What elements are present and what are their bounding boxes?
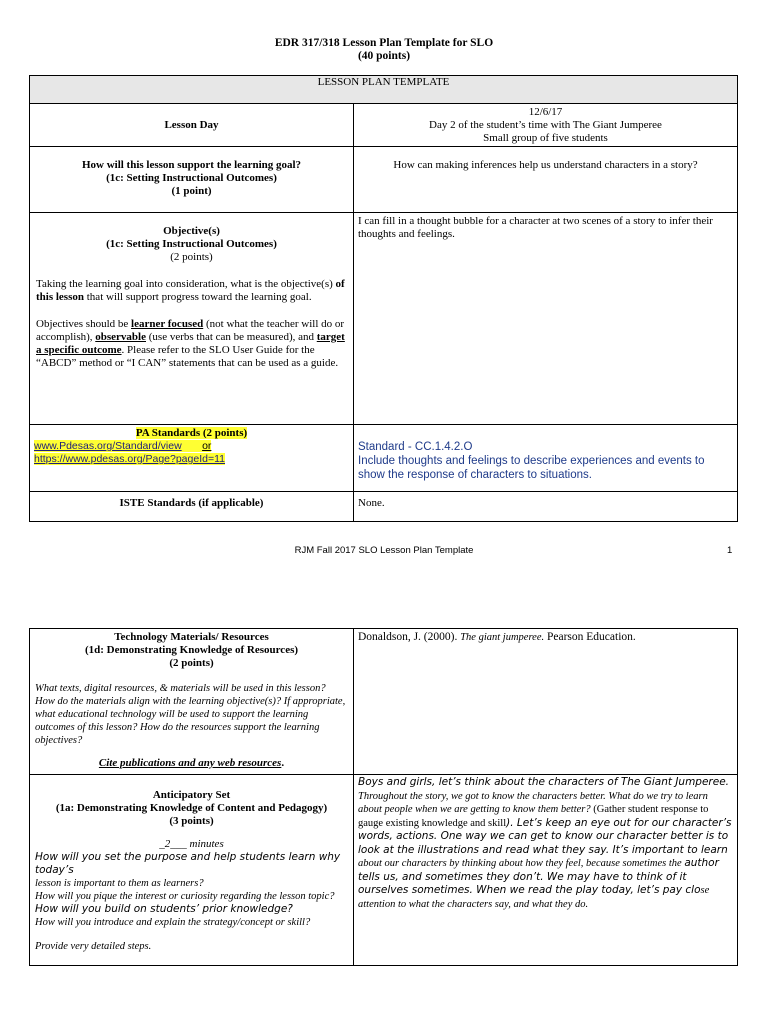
answer-part: (Gather student response to gauge existing knowledge and skill <box>358 804 709 829</box>
objectives-points: (2 points) <box>170 251 213 263</box>
objectives-answer: I can fill in a thought bubble for a character at two scenes of a story to infer their thoughts and feelings. <box>354 213 738 425</box>
anticipatory-minutes: _2___ minutes <box>159 838 224 850</box>
anticipatory-q1b: lesson is important to them as learners? <box>35 878 204 889</box>
page-number: 1 <box>727 545 733 556</box>
anticipatory-prompt <box>30 775 354 966</box>
text: that will support progress toward the learning goal. <box>84 291 312 303</box>
objectives-sub: (1c: Setting Instructional Outcomes) <box>106 238 277 250</box>
table-heading: LESSON PLAN TEMPLATE <box>30 76 738 104</box>
iste-row <box>30 492 738 522</box>
learning-goal-q: How will this lesson support the learning goal? <box>81 159 302 171</box>
objectives-para-1 <box>36 278 347 304</box>
text: (use verbs that can be measured), and <box>146 331 317 343</box>
pa-standard-code: Standard - CC.1.4.2.O <box>358 441 473 453</box>
text: (not what the teacher will do or accomplish), <box>36 318 345 343</box>
learning-goal-question <box>30 147 354 213</box>
pa-or: or <box>202 440 212 452</box>
lesson-day-label: Lesson Day <box>30 104 354 147</box>
technology-row <box>30 629 738 775</box>
learning-goal-sub: (1c: Setting Instructional Outcomes) <box>106 172 277 184</box>
text: Objectives should be <box>36 318 132 330</box>
cite-text: Cite publications and any web resources <box>98 757 282 769</box>
pa-link-highlight <box>34 440 211 452</box>
anticipatory-points: (3 points) <box>169 815 214 827</box>
answer-part: se attention to what the characters say, and what they do. <box>358 885 710 910</box>
iste-label: ISTE Standards (if applicable) <box>30 492 354 522</box>
text: . Please refer to the SLO User Guide for the “ABCD” method or “I CAN” statements that can be used as a guide. <box>36 344 339 369</box>
pa-standards-row <box>30 425 738 492</box>
text-bold: observable <box>95 331 146 343</box>
citation-author: Donaldson, J. (2000). <box>358 631 461 643</box>
cite-end: . <box>281 757 285 769</box>
learning-goal-row <box>30 147 738 213</box>
anticipatory-row <box>30 775 738 966</box>
technology-title: Technology Materials/ Resources <box>114 631 269 643</box>
answer-part: about our characters by thinking about how they feel, because sometimes the <box>358 858 682 869</box>
answer-part: Boys and girls, let’s think about the characters of The Giant Jumperee. <box>358 776 729 788</box>
pa-standards-title: PA Standards (2 points) <box>135 427 248 439</box>
lesson-group-line: Small group of five students <box>483 132 608 144</box>
anticipatory-answer <box>354 775 738 966</box>
lesson-plan-table-continued <box>29 628 738 966</box>
answer-part: author tells us, and sometimes they don’t. We may have to think of it ourselves sometimes. When we read the play today, let’s pay clo <box>358 857 719 896</box>
pa-standards-title-wrap <box>34 427 349 440</box>
pa-link-row <box>34 440 349 453</box>
answer-part: Throughout the story, we got to know the characters better. What do we try to learn about people when we are getting to know them better? <box>358 790 708 815</box>
lesson-plan-table <box>29 75 738 522</box>
pa-link-1[interactable]: www.Pdesas.org/Standard/view <box>34 440 182 452</box>
footer-text: RJM Fall 2017 SLO Lesson Plan Template <box>294 545 474 556</box>
pa-standards-answer <box>354 425 738 492</box>
answer-part: ). Let’s keep an eye out for our character’s words, actions. One way we can get to know our character better is to look at the illustrations and read what they say. It’s important to learn <box>358 816 732 856</box>
pa-link-2[interactable]: https://www.pdesas.org/Page?pageId=11 <box>34 453 225 465</box>
text-bold: target a specific outcome <box>36 331 345 356</box>
anticipatory-sub: (1a: Demonstrating Knowledge of Content and Pedagogy) <box>55 802 328 814</box>
technology-prompt <box>30 629 354 775</box>
objectives-para-2 <box>36 318 347 370</box>
pa-standard-desc: Include thoughts and feelings to describe experiences and events to show the response of characters to situations. <box>358 455 705 481</box>
text-bold: learner focused <box>131 318 204 330</box>
document-points: (40 points) <box>357 50 411 62</box>
citation-publisher: Pearson Education. <box>544 631 636 643</box>
document-title: EDR 317/318 Lesson Plan Template for SLO <box>274 37 494 49</box>
technology-body: What texts, digital resources, & materials will be used in this lesson? How do the materials align with the learning objective(s)? If appropriate, what educational technology will be used to support the learning outcomes of this lesson? How do the resources support the learning objectives? <box>35 683 346 746</box>
objectives-row <box>30 213 738 425</box>
citation-title: The giant jumperee. <box>460 632 545 643</box>
pa-link-row-2 <box>34 453 349 466</box>
objectives-prompt <box>30 213 354 425</box>
technology-answer <box>354 629 738 775</box>
pa-standards-cell <box>30 425 354 492</box>
iste-answer: None. <box>354 492 738 522</box>
technology-sub: (1d: Demonstrating Knowledge of Resources) <box>84 644 299 656</box>
lesson-day-row <box>30 104 738 147</box>
anticipatory-q2: How will you pique the interest or curiosity regarding the lesson topic? <box>35 891 335 902</box>
text-bold: of this lesson <box>36 278 345 303</box>
anticipatory-q3: How will you build on students’ prior knowledge? <box>35 903 293 915</box>
cite-line <box>35 757 348 770</box>
lesson-date: 12/6/17 <box>528 106 563 118</box>
learning-goal-points: (1 point) <box>171 185 212 197</box>
text: Taking the learning goal into consideration, what is the objective(s) <box>36 278 336 290</box>
anticipatory-q4: How will you introduce and explain the strategy/concept or skill? <box>35 917 311 928</box>
anticipatory-title: Anticipatory Set <box>152 789 231 801</box>
technology-points: (2 points) <box>169 657 214 669</box>
learning-goal-answer: How can making inferences help us understand characters in a story? <box>354 147 738 213</box>
lesson-day-line: Day 2 of the student’s time with The Giant Jumperee <box>429 119 662 131</box>
anticipatory-q1: How will you set the purpose and help students learn why today’s <box>35 851 341 876</box>
anticipatory-q5: Provide very detailed steps. <box>35 941 152 952</box>
objectives-title: Objective(s) <box>163 225 220 237</box>
lesson-day-answer <box>354 104 738 147</box>
